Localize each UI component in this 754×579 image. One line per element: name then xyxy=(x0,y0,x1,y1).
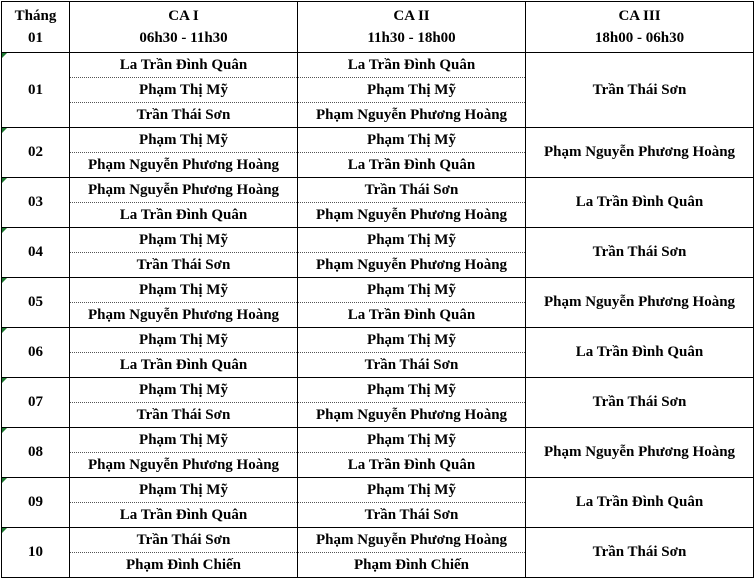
shift2-header xyxy=(298,2,526,53)
day-cell: 04 xyxy=(2,228,70,278)
shift1-person: Trần Thái Sơn xyxy=(70,253,298,278)
shift1-person: La Trần Đình Quân xyxy=(70,203,298,228)
shift3-person: Trần Thái Sơn xyxy=(526,378,754,428)
shift1-person: Phạm Thị Mỹ xyxy=(70,428,298,453)
day-cell: 01 xyxy=(2,53,70,128)
shift1-person: Phạm Thị Mỹ xyxy=(70,128,298,153)
day-cell: 10 xyxy=(2,528,70,578)
shift1-person: La Trần Đình Quân xyxy=(70,53,298,78)
schedule-subrow xyxy=(2,528,754,553)
schedule-subrow xyxy=(2,278,754,303)
shift3-person: La Trần Đình Quân xyxy=(526,178,754,228)
shift1-person: Phạm Thị Mỹ xyxy=(70,378,298,403)
header-row xyxy=(2,2,754,53)
shift1-person: Trần Thái Sơn xyxy=(70,528,298,553)
shift2-person: Trần Thái Sơn xyxy=(298,353,526,378)
shift1-person: La Trần Đình Quân xyxy=(70,353,298,378)
shift2-person: Phạm Thị Mỹ xyxy=(298,128,526,153)
shift3-person: Phạm Nguyễn Phương Hoàng xyxy=(526,428,754,478)
shift3-person: Phạm Nguyễn Phương Hoàng xyxy=(526,128,754,178)
shift1-person: La Trần Đình Quân xyxy=(70,503,298,528)
schedule-subrow xyxy=(2,428,754,453)
month-header xyxy=(2,2,70,53)
shift1-person: Phạm Thị Mỹ xyxy=(70,228,298,253)
schedule-subrow xyxy=(2,328,754,353)
shift1-person: Trần Thái Sơn xyxy=(70,103,298,128)
shift2-person: La Trần Đình Quân xyxy=(298,53,526,78)
day-cell: 03 xyxy=(2,178,70,228)
shift1-person: Phạm Thị Mỹ xyxy=(70,278,298,303)
shift1-person: Phạm Thị Mỹ xyxy=(70,78,298,103)
shift2-person: Phạm Đình Chiến xyxy=(298,553,526,578)
day-cell: 02 xyxy=(2,128,70,178)
shift2-person: Phạm Thị Mỹ xyxy=(298,428,526,453)
schedule-subrow xyxy=(2,53,754,78)
shift2-person: Phạm Nguyễn Phương Hoàng xyxy=(298,253,526,278)
schedule-subrow xyxy=(2,178,754,203)
shift2-person: La Trần Đình Quân xyxy=(298,303,526,328)
shift1-person: Phạm Nguyễn Phương Hoàng xyxy=(70,153,298,178)
shift1-hours: 06h30 - 11h30 xyxy=(139,30,228,46)
shift1-person: Phạm Nguyễn Phương Hoàng xyxy=(70,303,298,328)
month-value: 01 xyxy=(28,30,43,46)
shift2-name: CA II xyxy=(393,8,430,24)
day-cell: 05 xyxy=(2,278,70,328)
shift1-person: Phạm Nguyễn Phương Hoàng xyxy=(70,453,298,478)
shift2-person: La Trần Đình Quân xyxy=(298,453,526,478)
month-label: Tháng xyxy=(14,8,57,24)
shift3-person: La Trần Đình Quân xyxy=(526,328,754,378)
shift2-person: Phạm Thị Mỹ xyxy=(298,228,526,253)
shift3-person: La Trần Đình Quân xyxy=(526,478,754,528)
day-cell: 09 xyxy=(2,478,70,528)
shift1-person: Phạm Nguyễn Phương Hoàng xyxy=(70,178,298,203)
shift2-person: Phạm Nguyễn Phương Hoàng xyxy=(298,403,526,428)
day-cell: 06 xyxy=(2,328,70,378)
shift2-person: Phạm Nguyễn Phương Hoàng xyxy=(298,528,526,553)
schedule-subrow xyxy=(2,128,754,153)
shift2-person: La Trần Đình Quân xyxy=(298,153,526,178)
shift1-person: Phạm Đình Chiến xyxy=(70,553,298,578)
shift3-header xyxy=(526,2,754,53)
shift2-hours: 11h30 - 18h00 xyxy=(367,30,456,46)
shift1-person: Phạm Thị Mỹ xyxy=(70,478,298,503)
day-cell: 07 xyxy=(2,378,70,428)
shift1-name: CA I xyxy=(168,8,199,24)
shift3-person: Trần Thái Sơn xyxy=(526,528,754,578)
shift2-person: Phạm Thị Mỹ xyxy=(298,278,526,303)
shift3-hours: 18h00 - 06h30 xyxy=(594,30,685,46)
shift2-person: Phạm Nguyễn Phương Hoàng xyxy=(298,203,526,228)
shift3-person: Trần Thái Sơn xyxy=(526,228,754,278)
shift3-name: CA III xyxy=(618,8,661,24)
shift2-person: Phạm Nguyễn Phương Hoàng xyxy=(298,103,526,128)
shift1-header xyxy=(70,2,298,53)
day-cell: 08 xyxy=(2,428,70,478)
schedule-subrow xyxy=(2,228,754,253)
shift2-person: Trần Thái Sơn xyxy=(298,178,526,203)
schedule-body xyxy=(2,53,754,578)
shift3-person: Phạm Nguyễn Phương Hoàng xyxy=(526,278,754,328)
shift1-person: Trần Thái Sơn xyxy=(70,403,298,428)
shift2-person: Phạm Thị Mỹ xyxy=(298,78,526,103)
shift-schedule-table xyxy=(1,1,754,578)
shift3-person: Trần Thái Sơn xyxy=(526,53,754,128)
shift2-person: Phạm Thị Mỹ xyxy=(298,378,526,403)
shift2-person: Phạm Thị Mỹ xyxy=(298,478,526,503)
schedule-subrow xyxy=(2,378,754,403)
schedule-subrow xyxy=(2,478,754,503)
shift2-person: Trần Thái Sơn xyxy=(298,503,526,528)
shift2-person: Phạm Thị Mỹ xyxy=(298,328,526,353)
shift1-person: Phạm Thị Mỹ xyxy=(70,328,298,353)
